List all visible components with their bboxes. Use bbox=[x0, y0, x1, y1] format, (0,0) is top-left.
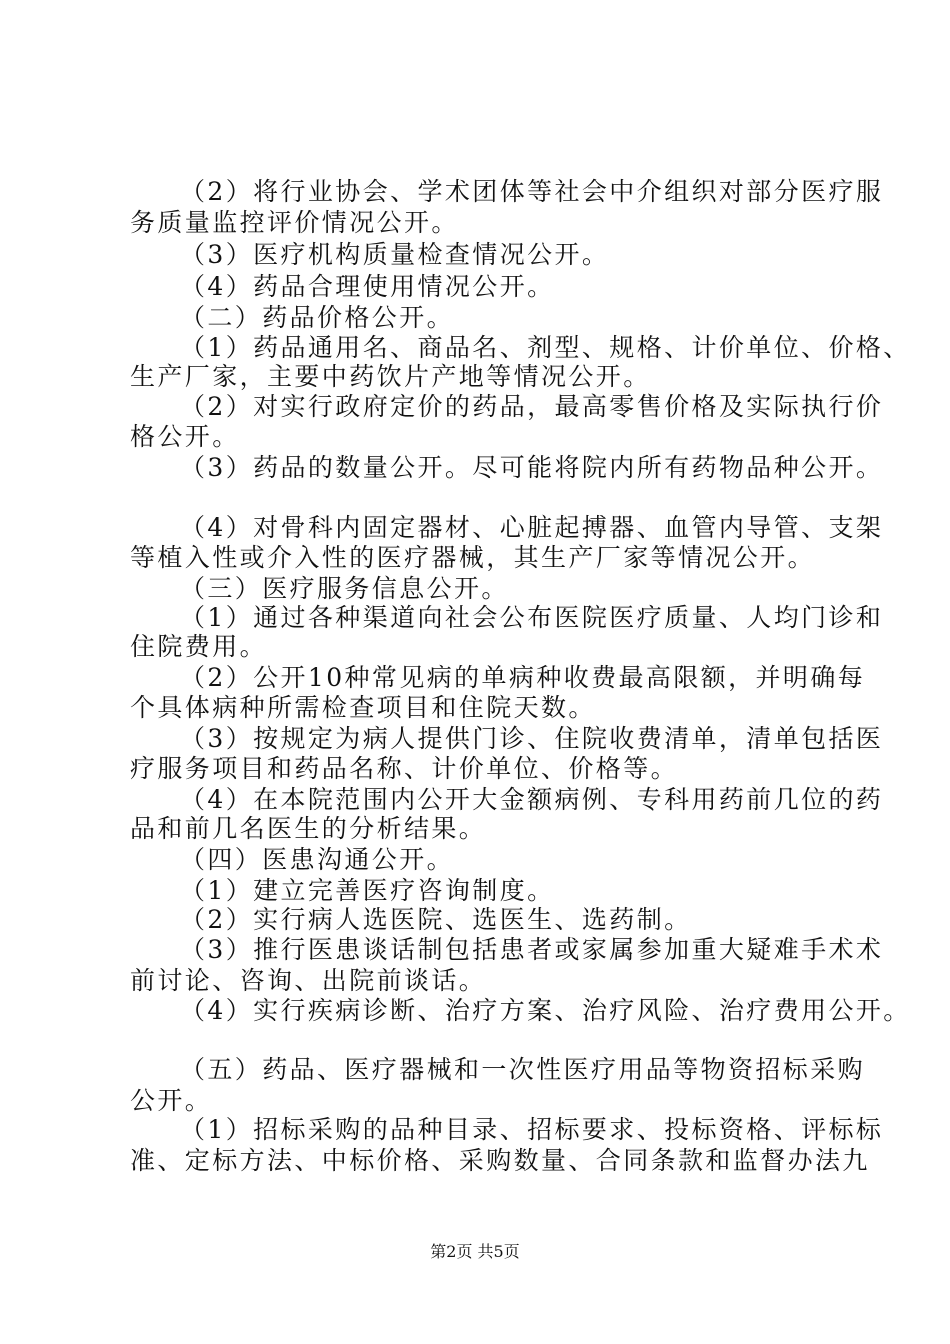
paragraph-line: 公开。 bbox=[130, 1086, 213, 1115]
paragraph-line: 务质量监控评价情况公开。 bbox=[130, 208, 459, 237]
section-heading: （二）药品价格公开。 bbox=[180, 303, 455, 332]
paragraph-line: （4）对骨科内固定器材、心脏起搏器、血管内导管、支架 bbox=[180, 513, 884, 542]
section-heading: （四）医患沟通公开。 bbox=[180, 845, 455, 874]
section-heading: （五）药品、医疗器械和一次性医疗用品等物资招标采购 bbox=[180, 1055, 866, 1084]
paragraph-line: （3）药品的数量公开。尽可能将院内所有药物品种公开。 bbox=[180, 453, 884, 482]
page-number-footer: 第2页 共5页 bbox=[430, 1242, 520, 1261]
paragraph-line: （2）实行病人选医院、选医生、选药制。 bbox=[180, 905, 692, 934]
paragraph-line: 生产厂家，主要中药饮片产地等情况公开。 bbox=[130, 362, 651, 391]
paragraph-line: （3）推行医患谈话制包括患者或家属参加重大疑难手术术 bbox=[180, 935, 884, 964]
paragraph-line: （1）建立完善医疗咨询制度。 bbox=[180, 876, 555, 905]
paragraph-line: 准、定标方法、中标价格、采购数量、合同条款和监督办法九 bbox=[130, 1146, 870, 1175]
paragraph-line: （4）药品合理使用情况公开。 bbox=[180, 272, 555, 301]
paragraph-line: （3）按规定为病人提供门诊、住院收费清单，清单包括医 bbox=[180, 724, 884, 753]
paragraph-line: （1）药品通用名、商品名、剂型、规格、计价单位、价格、 bbox=[180, 333, 911, 362]
paragraph-line: 等植入性或介入性的医疗器械，其生产厂家等情况公开。 bbox=[130, 543, 816, 572]
paragraph-line: （1）招标采购的品种目录、招标要求、投标资格、评标标 bbox=[180, 1115, 884, 1144]
paragraph-line: 格公开。 bbox=[130, 422, 240, 451]
paragraph-line: 住院费用。 bbox=[130, 632, 268, 661]
paragraph-line: （4）实行疾病诊断、治疗方案、治疗风险、治疗费用公开。 bbox=[180, 996, 911, 1025]
paragraph-line: 个具体病种所需检查项目和住院天数。 bbox=[130, 693, 596, 722]
paragraph-line: （2）对实行政府定价的药品，最高零售价格及实际执行价 bbox=[180, 392, 884, 421]
paragraph-line: （1）通过各种渠道向社会公布医院医疗质量、人均门诊和 bbox=[180, 603, 884, 632]
paragraph-line: 前讨论、咨询、出院前谈话。 bbox=[130, 966, 487, 995]
paragraph-line: （3）医疗机构质量检查情况公开。 bbox=[180, 240, 610, 269]
paragraph-line: 疗服务项目和药品名称、计价单位、价格等。 bbox=[130, 754, 679, 783]
paragraph-line: （2）公开10种常见病的单病种收费最高限额，并明确每 bbox=[180, 663, 866, 692]
paragraph-line: （4）在本院范围内公开大金额病例、专科用药前几位的药 bbox=[180, 785, 884, 814]
paragraph-line: 品和前几名医生的分析结果。 bbox=[130, 814, 487, 843]
section-heading: （三）医疗服务信息公开。 bbox=[180, 574, 509, 603]
paragraph-line: （2）将行业协会、学术团体等社会中介组织对部分医疗服 bbox=[180, 177, 884, 206]
